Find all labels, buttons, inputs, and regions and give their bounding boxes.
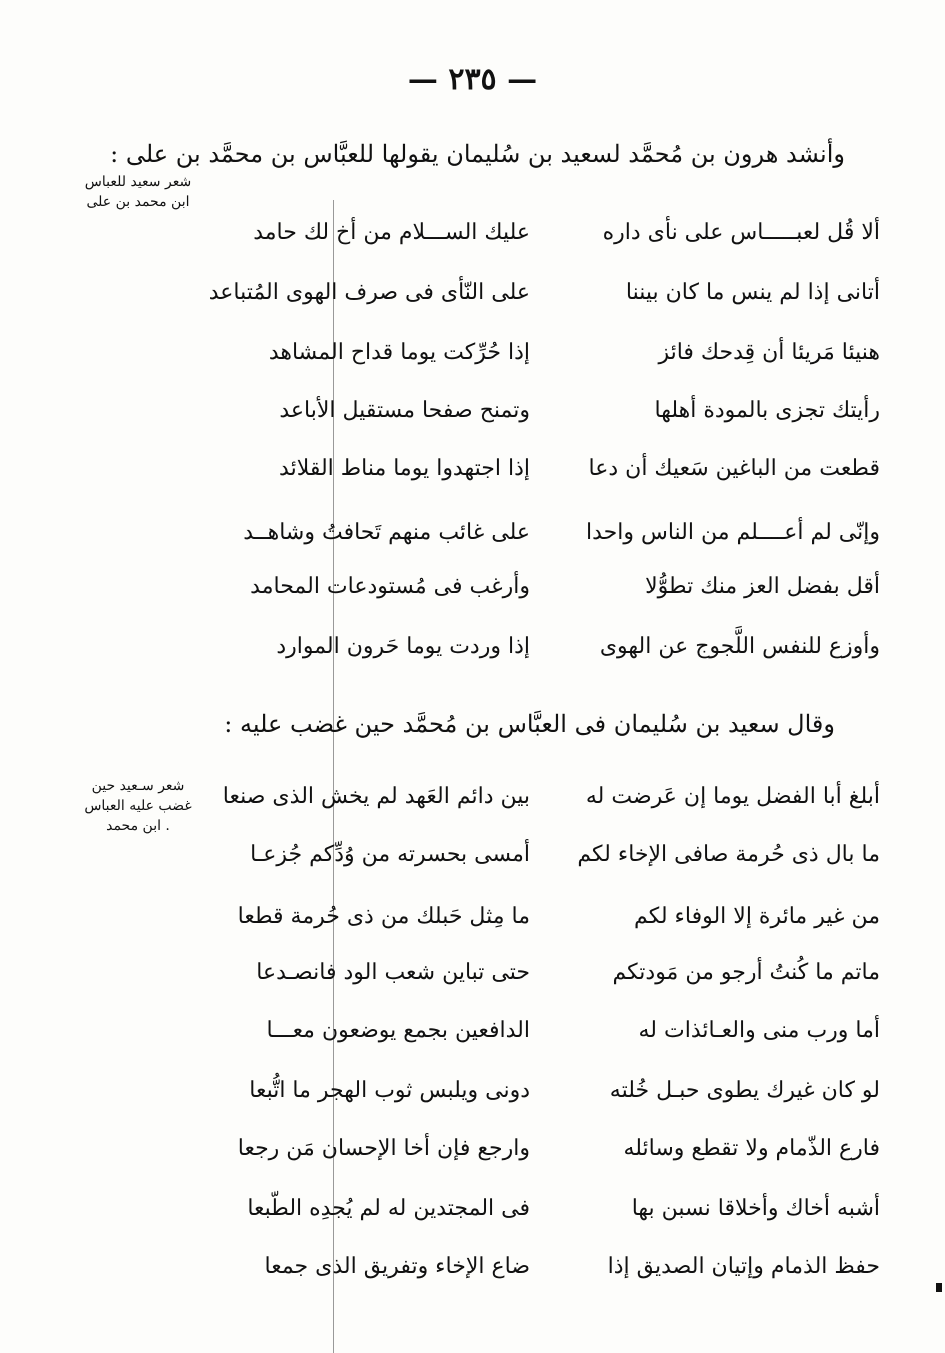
- verse-row: [210, 842, 880, 882]
- section2-margin-note: [68, 776, 208, 836]
- verse-first-hemistich: قطعت من الباغين سَعيك أن دعا: [588, 456, 880, 481]
- verse-first-hemistich: وإنّى لم أعــــلم من الناس واحدا: [586, 520, 880, 545]
- verse-first-hemistich: وأوزع للنفس اللَّجوج عن الهوى: [599, 634, 880, 659]
- verse-row: [210, 340, 880, 380]
- verse-row: [210, 904, 880, 944]
- verse-first-hemistich: لو كان غيرك يطوى حبـل خُلته: [609, 1078, 880, 1103]
- verse-second-hemistich: إذا حُرِّكت يوما قداح المشاهد: [268, 340, 530, 365]
- verse-first-hemistich: أشبه أخاك وأخلاقا نسبن بها: [631, 1196, 880, 1221]
- verse-first-hemistich: حفظ الذمام وإتيان الصديق إذا: [607, 1254, 880, 1279]
- verse-row: [210, 1136, 880, 1176]
- verse-first-hemistich: أما ورب منى والعـائذات له: [638, 1018, 880, 1043]
- verse-second-hemistich: فى المجتدين له لم يُجدِه الطّبعا: [247, 1196, 530, 1221]
- verse-first-hemistich: ما بال ذى حُرمة صافى الإخاء لكم: [577, 842, 880, 867]
- verse-second-hemistich: الدافعين بجمع يوضعون معـــا: [266, 1018, 530, 1043]
- verse-row: [210, 280, 880, 320]
- section1-margin-note: [68, 172, 208, 212]
- verse-row: [210, 1078, 880, 1118]
- page-number: — ٢٣٥ —: [407, 62, 538, 97]
- edge-mark: [936, 1283, 942, 1292]
- verse-first-hemistich: رأيتك تجزى بالمودة أهلها: [654, 398, 880, 423]
- margin-note-line: شعر سعيد للعباس: [84, 174, 192, 190]
- verse-row: [210, 574, 880, 614]
- verse-row: [210, 634, 880, 674]
- verse-second-hemistich: بين دائم العَهد لم يخش الذى صنعا: [222, 784, 530, 809]
- verse-row: [210, 784, 880, 824]
- verse-first-hemistich: من غير مائرة إلا الوفاء لكم: [634, 904, 880, 929]
- verse-row: [210, 960, 880, 1000]
- verse-second-hemistich: ما مِثل حَبلك من ذى حُرمة قطعا: [237, 904, 530, 929]
- verse-second-hemistich: وأرغب فى مُستودعات المحامد: [250, 574, 530, 599]
- verse-row: [210, 520, 880, 560]
- verse-second-hemistich: دونى ويلبس ثوب الهجر ما اتُّبعا: [249, 1078, 530, 1103]
- verse-first-hemistich: هنيئا مَريئا أن قِدحك فائز: [658, 340, 880, 365]
- verse-first-hemistich: فارع الذّمام ولا تقطع وسائله: [623, 1136, 880, 1161]
- margin-note-line: شعر سـعيد حين: [91, 778, 185, 794]
- section2-intro: وقال سعيد بن سُليمان فى العبَّاس بن مُحمَّد حين غضب عليه :: [224, 710, 835, 738]
- verse-first-hemistich: ألا قُل لعبـــــاس على نأى داره: [602, 220, 880, 245]
- verse-row: [210, 220, 880, 260]
- verse-first-hemistich: أقل بفضل العز منك تطوُّلا: [645, 574, 880, 599]
- verse-second-hemistich: ضاع الإخاء وتفريق الذى جمعا: [264, 1254, 530, 1279]
- verse-row: [210, 398, 880, 438]
- section1-intro: وأنشد هرون بن مُحمَّد لسعيد بن سُليمان يقولها للعبَّاس بن محمَّد بن على :: [110, 140, 845, 168]
- verse-second-hemistich: وتمنح صفحا مستقيل الأباعد: [279, 398, 530, 423]
- verse-row: [210, 1196, 880, 1236]
- verse-second-hemistich: عليك الســـلام من أخ لك حامد: [253, 220, 530, 245]
- verse-row: [210, 1254, 880, 1294]
- margin-note-line: غضب عليه العباس: [84, 798, 192, 814]
- verse-second-hemistich: وارجع فإن أخا الإحسان مَن رجعا: [237, 1136, 530, 1161]
- verse-second-hemistich: على غائب منهم تَحافتُ وشاهــد: [243, 520, 530, 545]
- verse-row: [210, 1018, 880, 1058]
- verse-second-hemistich: إذا وردت يوما حَرون الموارد: [276, 634, 530, 659]
- verse-second-hemistich: حتى تباين شعب الود فانصـدعا: [256, 960, 530, 985]
- verse-second-hemistich: على النّأى فى صرف الهوى المُتباعد: [208, 280, 530, 305]
- margin-note-line: ابن محمد بن على: [86, 194, 190, 210]
- verse-second-hemistich: إذا اجتهدوا يوما مناط القلائد: [279, 456, 530, 481]
- verse-second-hemistich: أمسى بحسرته من وُدِّكم جُزعـا: [250, 842, 530, 867]
- margin-note-line: . ابن محمد: [106, 818, 170, 834]
- verse-row: [210, 456, 880, 496]
- verse-first-hemistich: أبلغ أبا الفضل يوما إن عَرضت له: [585, 784, 880, 809]
- verse-first-hemistich: ماتم ما كُنتُ أرجو من مَودتكم: [612, 960, 880, 985]
- verse-first-hemistich: أتانى إذا لم ينس ما كان بيننا: [625, 280, 880, 305]
